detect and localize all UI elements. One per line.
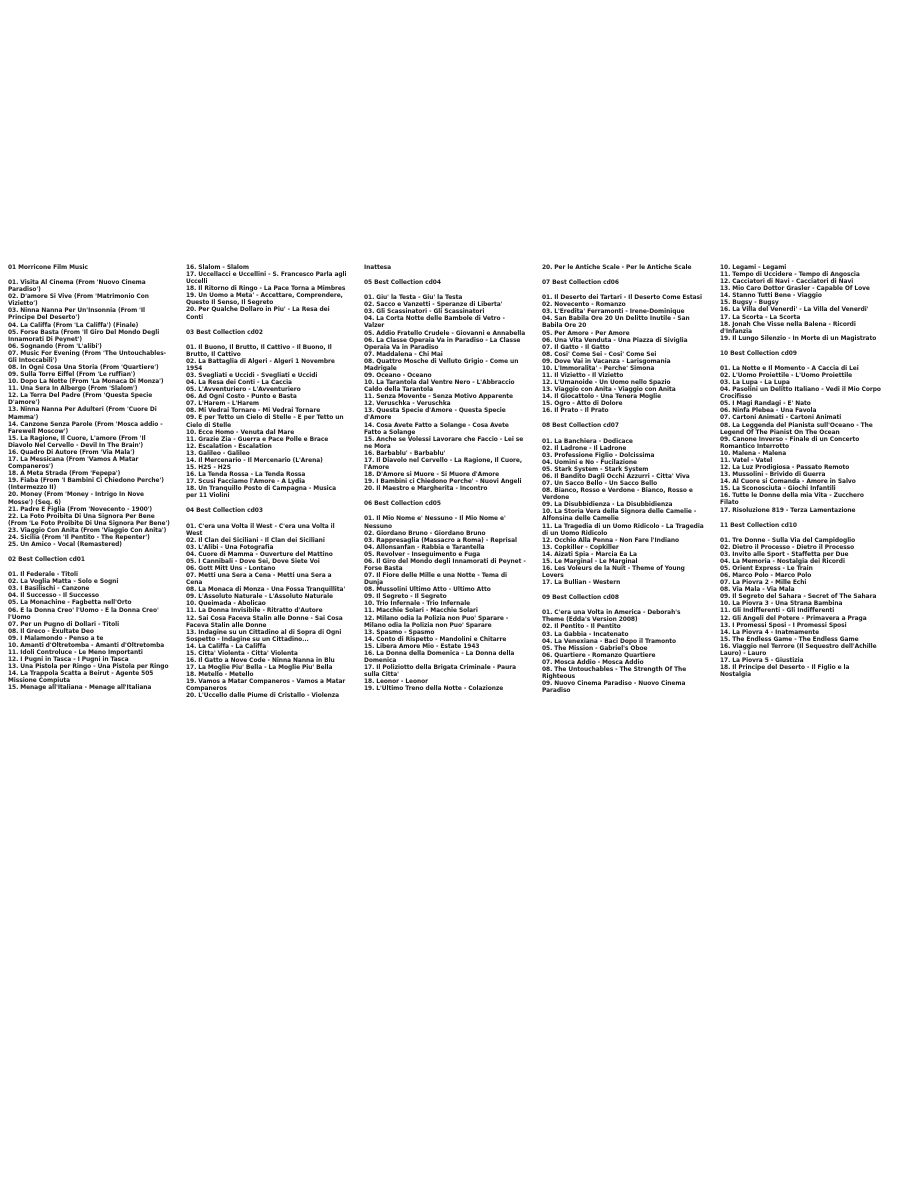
tracklist-column-2 xyxy=(186,265,348,700)
track-line: 16. La Villa del Venerdi' - La Villa del Venerdi' xyxy=(720,307,869,314)
track-line: 11. Idoli Controluce - Le Meno Importanti xyxy=(8,649,143,656)
spacer xyxy=(364,287,526,295)
track-line: 05. Per Amore - Per Amore xyxy=(542,330,630,337)
track-line: 03. L'Alibi - Una Fotografia xyxy=(186,544,274,551)
track-line: 08. Mussolini Ultimo Atto - Ultimo Atto xyxy=(364,587,491,594)
disc-heading: 03 Best Collection cd02 xyxy=(186,329,263,336)
track-line: 01. La Notte e Il Momento - A Caccia di Lei xyxy=(720,365,859,372)
track-line: 17. La Moglie Piu' Bella - La Moglie Piu' Bella xyxy=(186,665,333,672)
track-line: 17. La Scorta - La Scorta xyxy=(720,314,801,321)
track-line: 16. Les Voleurs de la Nuit - Theme of Young Lovers xyxy=(542,565,685,580)
spacer xyxy=(364,272,526,280)
track-line: 04. Uomini e No - Fucilazione xyxy=(542,459,637,466)
track-line: 10. La Tarantola dal Ventre Nero - L'Abbraccio Caldo della Tarantola xyxy=(364,380,515,394)
track-line: 02. Novecento - Romanzo xyxy=(542,302,626,309)
track-line: 18. Metello - Metello xyxy=(186,672,254,679)
track-line: 18. D'Amore si Muore - Si Muore d'Amore xyxy=(364,472,500,479)
track-line: 15. La Sconosciuta - Giochi Infantili xyxy=(720,486,836,493)
track-line: 10. L'Immoralita' - Perche' Simona xyxy=(542,365,655,372)
track-line: 07. Un Sacco Bello - Un Sacco Bello xyxy=(542,481,658,488)
track-line: 02. D'amore Si Vive (From 'Matrimonio Con Vizietto') xyxy=(8,294,149,308)
tracklist-column-5 xyxy=(720,265,882,679)
track-line: 13. Spasmo - Spasmo xyxy=(364,629,435,636)
disc-heading: 01 Morricone Film Music xyxy=(8,265,88,271)
track-line: 01. Giu' la Testa - Giu' la Testa xyxy=(364,295,463,302)
track-line: 07. L'Harem - L'Harem xyxy=(186,401,259,408)
track-line: 13. Copkiller - Copkiller xyxy=(542,544,619,551)
spacer xyxy=(542,431,704,439)
track-line: 17. Risoluzione 819 - Terza Lamentazione xyxy=(720,507,856,514)
spacer xyxy=(8,564,170,572)
track-line: 14. Al Cuore si Comanda - Amore in Salvo xyxy=(720,479,856,486)
track-line: 03. La Lupa - La Lupa xyxy=(720,380,790,387)
spacer xyxy=(186,516,348,524)
track-line: 08. La Leggenda del Pianista sull'Oceano - The Legend Of The Pianist On The Ocean xyxy=(720,422,873,436)
track-line: 16. Il Prato - Il Prato xyxy=(542,408,609,415)
disc-heading: 07 Best Collection cd06 xyxy=(542,280,619,287)
track-line: 15. Libera Amore Mio - Estate 1943 xyxy=(364,643,480,650)
spacer xyxy=(542,287,704,295)
spacer xyxy=(542,272,704,280)
track-line: 03. Professione Figlio - Dolcissima xyxy=(542,452,655,459)
track-line: 13. I Promessi Sposi - I Promessi Sposi xyxy=(720,622,847,629)
track-line: 18. Jonah Che Visse nella Balena - Ricordi d'Infanzia xyxy=(720,321,856,335)
track-line: 22. La Foto Proibita Di Una Signora Per Bene (From 'Le Foto Proibite Di Una Signora Per Bene') xyxy=(8,513,170,527)
disc-heading: 05 Best Collection cd04 xyxy=(364,280,441,287)
disc-heading: 09 Best Collection cd08 xyxy=(542,595,619,602)
track-line: 13. Indagine su un Cittadino al di Sopra di Ogni Sospetto - Indagine su un Cittadino... xyxy=(186,629,342,643)
track-line: 21. Padre E Figlia (From 'Novecento - 1900') xyxy=(8,506,153,513)
track-line: 12. Sai Cosa Faceva Stalin alle Donne - Sai Cosa Faceva Stalin alle Donne xyxy=(186,615,343,629)
track-line: 25. Un Amico - Vocal (Remastered) xyxy=(8,541,122,548)
track-line: 20. Il Maestro e Margherita - Incontro xyxy=(364,486,488,493)
track-line: 09. Il Segreto del Sahara - Secret of The Sahara xyxy=(720,594,877,601)
track-line: 15. La Ragione, Il Cuore, L'amore (From 'Il Diavolo Nel Cervello - Devil In The Brain') xyxy=(8,435,146,449)
track-line: 03. Gli Scassinatori - Gli Scassinatori xyxy=(364,309,485,316)
track-line: 17. La Messicana (From 'Vamos A Matar Companeros') xyxy=(8,457,139,471)
track-line: (Intermezzo II) xyxy=(8,485,57,492)
track-line: 16. La Tenda Rossa - La Tenda Rossa xyxy=(186,472,306,479)
track-line: 04. San Babila Ore 20 Un Delitto Inutile - San Babila Ore 20 xyxy=(542,316,690,330)
track-line: 19. I Bambini ci Chiedono Perche' - Nuovi Angeli xyxy=(364,479,522,486)
track-line: 02. L'Uomo Proiettile - L'Uomo Proiettile xyxy=(720,373,853,380)
track-line: 02. Dietro il Processo - Dietro il Processo xyxy=(720,544,855,551)
track-line: 06. Il Giro del Mondo degli Innamorati di Peynet - Forse Basta xyxy=(364,558,526,572)
track-line: 06. Sognando (From 'L'alibi') xyxy=(8,343,102,350)
track-line: 19. Vamos a Matar Companeros - Vamos a Matar Companeros xyxy=(186,679,346,693)
track-line: 11. Senza Movente - Senza Motivo Apparente xyxy=(364,394,514,401)
track-line: 04. Il Successo - Il Successo xyxy=(8,593,100,600)
disc-heading: 02 Best Collection cd01 xyxy=(8,557,85,564)
track-line: 09. Il Segreto - Il Segreto xyxy=(364,594,447,601)
track-line: 04. La Califfa (From 'La Califfa') (Finale) xyxy=(8,322,139,329)
track-line: 14. La Califfa - La Califfa xyxy=(186,643,267,650)
track-line: 10. Amanti d'Oltretomba - Amanti d'Oltretomba xyxy=(8,642,165,649)
track-line: 11. Grazie Zia - Guerra e Pace Polle e Brace xyxy=(186,436,329,443)
track-line: 09. E per Tetto un Cielo di Stelle - E per Tetto un Cielo di Stelle xyxy=(186,415,344,429)
track-line: 07. Music For Evening (From 'The Untouchables- Gli Intoccabili') xyxy=(8,350,167,364)
track-line: 09. Canone Inverso - Finale di un Concerto Romantico Interrotto xyxy=(720,436,860,450)
spacer xyxy=(186,322,348,330)
track-line: 09. Nuovo Cinema Paradiso - Nuovo Cinema Paradiso xyxy=(542,681,686,695)
disc-heading: 04 Best Collection cd03 xyxy=(186,508,263,515)
track-line: 18. Un Tranquillo Posto di Campagna - Musica per 11 Violini xyxy=(186,486,337,500)
track-line: 08. La Monaca di Monza - Una Fossa Tranquillita' xyxy=(186,587,346,594)
track-line: 16. Quadro Di Autore (From 'Via Mala') xyxy=(8,449,135,456)
track-line: 14. Aizati Spia - Marcia Ea La xyxy=(542,551,637,558)
track-line: 02. Giordano Bruno - Giordano Bruno xyxy=(364,530,486,537)
track-line: 12. Occhio Alla Penna - Non Fare l'Indiano xyxy=(542,537,680,544)
track-line: 15. Ogro - Atto di Dolore xyxy=(542,401,623,408)
track-line: 02. La Battaglia di Algeri - Algeri 1 Novembre 1954 xyxy=(186,358,335,372)
track-line: 01. Il Federale - Titoli xyxy=(8,572,78,579)
track-line: 08. Via Mala - Via Mala xyxy=(720,587,795,594)
disc-heading: 06 Best Collection cd05 xyxy=(364,501,441,508)
track-line: 07. Maddalena - Chi Mai xyxy=(364,351,443,358)
track-line: 10. Malena - Malena xyxy=(720,450,787,457)
track-line: 10. Queimada - Abolicao xyxy=(186,601,266,608)
track-line: 14. Canzone Senza Parole (From 'Mosca addio - Farewell Moscow') xyxy=(8,421,163,435)
track-line: 01. Tre Donne - Sulla Via del Campidoglio xyxy=(720,537,856,544)
track-line: 11. Macchie Solari - Macchie Solari xyxy=(364,608,478,615)
track-line: 07. La Piovra 2 - Mille Echi xyxy=(720,580,807,587)
track-line: 12. La Luz Prodigiosa - Passato Remoto xyxy=(720,465,850,472)
track-line: 14. Il Mercenario - Il Mercenario (L'Arena) xyxy=(186,457,323,464)
track-line: 16. Tutte le Donne della mia Vita - Zucchero Filato xyxy=(720,493,864,507)
track-line: 05. I Magi Randagi - E' Nato xyxy=(720,401,811,408)
track-line: 19. Il Lungo Silenzio - In Morte di un Magistrato xyxy=(720,335,877,342)
disc-heading: 10 Best Collection cd09 xyxy=(720,350,797,357)
track-line: 04. Allonsanfan - Rabbia e Tarantella xyxy=(364,544,485,551)
track-line: 02. Il Pentito - Il Pentito xyxy=(542,624,621,631)
track-line: 04. La Resa dei Conti - La Caccia xyxy=(186,380,292,387)
track-line: 01. Il Mio Nome e' Nessuno - Il Mio Nome e' Nessuno xyxy=(364,516,506,530)
track-line: 11. Tempo di Uccidere - Tempo di Angoscia xyxy=(720,272,860,279)
track-line: 07. Metti una Sera a Cena - Metti una Sera a Cena xyxy=(186,573,332,587)
track-line: 15. Bugsy - Bugsy xyxy=(720,300,779,307)
track-line: 13. Questa Specie d'Amore - Questa Specie d'Amore xyxy=(364,408,506,422)
track-line: 07. Il Gatto - Il Gatto xyxy=(542,344,610,351)
track-line: 09. Sulla Torre Eiffel (From 'Le ruffian') xyxy=(8,372,136,379)
track-line: 18. Leonor - Leonor xyxy=(364,679,428,686)
track-line: 12. I Pugni in Tasca - I Pugni in Tasca xyxy=(8,657,129,664)
track-line: 08. Quattro Mosche di Velluto Grigio - Come un Madrigale xyxy=(364,358,519,372)
track-line: 06. Ninfa Plebea - Una Favola xyxy=(720,408,817,415)
track-line: 08. Mi Vedrai Tornare - Mi Vedrai Tornare xyxy=(186,408,321,415)
track-line: 02. Il Ladrone - Il Ladrone xyxy=(542,445,627,452)
track-line: 19. Un Uomo a Meta' - Accettare, Comprendere, Questo Il Senso, Il Segreto xyxy=(186,293,343,307)
spacer xyxy=(542,587,704,595)
track-line: 16. La Donna della Domenica - La Donna della Domenica xyxy=(364,650,515,664)
track-line: 06. Gott Mitt Uns - Lontano xyxy=(186,565,276,572)
spacer xyxy=(542,415,704,423)
track-line: 03. Rappresaglia (Massacro a Roma) - Reprisal xyxy=(364,537,517,544)
track-line: 16. Il Gatto a Nove Code - Ninna Nanna in Blu xyxy=(186,657,335,664)
track-line: 11. Una Sera In Albergo (From 'Slalom') xyxy=(8,386,138,393)
track-line: 09. Oceano - Oceano xyxy=(364,373,432,380)
track-line: 20. Money (From 'Money - Intrigo In Nove Mosse') (Seq. 6) xyxy=(8,492,144,506)
track-line: 14. Conto di Rispetto - Mandolini e Chitarre xyxy=(364,636,507,643)
track-line: 10. Dopo La Notte (From 'La Monaca Di Monza') xyxy=(8,379,164,386)
track-line: 17. Scusi Facciamo l'Amore - A Lydia xyxy=(186,479,306,486)
track-line: 03. La Gabbia - Incatenato xyxy=(542,631,629,638)
spacer xyxy=(364,508,526,516)
track-line: 12. Cacciatori di Navi - Cacciatori di Navi xyxy=(720,279,854,286)
track-line: 11. Il Vizietto - Il Vizietto xyxy=(542,373,624,380)
track-line: 04. Pasolini un Delitto Italiano - Vedi il Mio Corpo Crocifisso xyxy=(720,387,881,401)
track-line: 10. Legami - Legami xyxy=(720,265,787,271)
track-line: 14. Cosa Avete Fatto a Solange - Cosa Avete Fatto a Solange xyxy=(364,422,509,436)
track-line: 12. Veruschka - Veruschka xyxy=(364,401,451,408)
track-line: 02. Il Clan dei Siciliani - Il Clan dei Siciliani xyxy=(186,537,325,544)
track-line: 20. Per le Antiche Scale - Per le Antiche Scale xyxy=(542,265,692,271)
track-line: 18. Il Principe del Deserto - Il Figlio e la Nostalgia xyxy=(720,665,850,679)
track-line: 10. Trio Infernale - Trio Infernale xyxy=(364,601,471,608)
track-line: 01. Visita Al Cinema (From 'Nuovo Cinema Paradiso') xyxy=(8,280,146,294)
track-line: 06. Una Vita Venduta - Una Piazza di Siviglia xyxy=(542,337,688,344)
track-line: 06. E la Donna Creo' l'Uomo - E la Donna Creo' l'Uomo xyxy=(8,607,159,621)
track-line: 03. Invito alle Sport - Staffetta per Due xyxy=(720,551,849,558)
track-line: 12. L'Umanoide - Un Uomo nello Spazio xyxy=(542,380,671,387)
track-line: 01. La Banchiera - Dodicace xyxy=(542,438,633,445)
track-line: 06. Marco Polo - Marco Polo xyxy=(720,573,812,580)
track-line: 14. Stanno Tutti Bene - Viaggio xyxy=(720,293,822,300)
track-line: 05. The Mission - Gabriel's Oboe xyxy=(542,645,648,652)
track-line: 05. La Monachine - Fagbetta nell'Orto xyxy=(8,600,132,607)
track-line: 01. Il Deserto dei Tartari - Il Deserto Come Estasi xyxy=(542,295,702,302)
track-line: 05. Addio Fratello Crudele - Giovanni e Annabella xyxy=(364,330,526,337)
spacer xyxy=(542,602,704,610)
track-line: 13. Mio Caro Dottor Grasler - Capable Of Love xyxy=(720,286,870,293)
track-line: 07. Cartoni Animati - Cartoni Animati xyxy=(720,415,842,422)
track-line: 08. Bianco, Rosso e Verdone - Bianco, Rosso e Verdone xyxy=(542,488,693,502)
track-line: 15. Anche se Volessi Lavorare che Faccio - Lei se ne Mora xyxy=(364,436,524,450)
track-line: 23. Viaggio Con Anita (From 'Viaggio Con Anita') xyxy=(8,527,167,534)
track-line: 17. Il Diavolo nel Cervello - La Ragione, Il Cuore, l'Amore xyxy=(364,457,523,472)
track-line: 04. La Memoria - Nostalgia dei Ricordi xyxy=(720,558,845,565)
track-line: 05. Revolver - Inseguimento e Fuga xyxy=(364,551,481,558)
track-line: 11. La Tragedia di un Uomo Ridicolo - La Tragedia di un Uomo Ridicolo xyxy=(542,523,704,537)
track-line: 18. Il Ritorno di Ringo - La Pace Torna a Mimbres xyxy=(186,286,346,293)
track-line: 08. Cosi' Come Sei - Cosi' Come Sei xyxy=(542,351,657,358)
spacer xyxy=(186,500,348,508)
spacer xyxy=(8,549,170,557)
track-line: 08. In Ogni Cosa Una Storia (From 'Quartiere') xyxy=(8,365,159,372)
track-line: 15. Le Marginal - Le Marginal xyxy=(542,558,638,565)
track-line: 09. L'Assoluto Naturale - L'Assoluto Naturale xyxy=(186,594,334,601)
disc-heading: 08 Best Collection cd07 xyxy=(542,423,619,430)
track-line: 15. H2S - H2S xyxy=(186,465,231,472)
track-line: 15. Menage all'Italiana - Menage all'Italiana xyxy=(8,685,152,692)
tracklist-column-4 xyxy=(542,265,704,695)
spacer xyxy=(720,530,882,538)
spacer xyxy=(720,358,882,366)
spacer xyxy=(186,337,348,345)
track-line: 15. The Endless Game - The Endless Game xyxy=(720,636,859,643)
track-line: 03. Svegliati e Uccidi - Svegliati e Uccidi xyxy=(186,373,318,380)
track-line: 15. Citta' Violenta - Citta' Violenta xyxy=(186,650,298,657)
track-line: 05. L'Avventuriero - L'Avventuriero xyxy=(186,387,301,394)
track-line: 08. The Untouchables - The Strength Of The Righteous xyxy=(542,666,687,680)
track-line: 05. I Cannibali - Dove Sei, Dove Siete Voi xyxy=(186,558,320,565)
track-line: 05. Orient Express - Le Train xyxy=(720,565,813,572)
spacer xyxy=(720,343,882,351)
track-line: 19. L'Ultimo Treno della Notte - Colazionze xyxy=(364,686,504,693)
track-line: 13. Mussolini - Brivido di Guerra xyxy=(720,472,826,479)
track-line: 01. C'era una Volta in America - Deborah's Theme (Edda's Version 2008) xyxy=(542,610,681,624)
track-line: 06. Ad Ogni Costo - Punto e Basta xyxy=(186,394,297,401)
track-line: 09. Dove Vai in Vacanza - Larisgomania xyxy=(542,358,671,365)
track-line: 12. La Terra Del Padre (From 'Questa Specie D'amore') xyxy=(8,393,153,407)
track-line: 06. Quartiere - Romanzo Quartiere xyxy=(542,652,656,659)
track-line: 04. La Venexiana - Baci Dopo il Tramonto xyxy=(542,638,677,645)
tracklist-column-1 xyxy=(8,265,170,692)
track-line: 13. Una Pistola per Ringo - Una Pistola per Ringo xyxy=(8,664,169,671)
track-line: 04. Cuore di Mamma - Ouverture del Mattino xyxy=(186,551,333,558)
spacer xyxy=(720,515,882,523)
track-line: 11. Gli Indifferenti - Gli Indifferenti xyxy=(720,608,835,615)
track-line: 06. La Classe Operaia Va in Paradiso - La Classe Operaia Va in Paradiso xyxy=(364,337,521,351)
disc-heading: 11 Best Collection cd10 xyxy=(720,522,797,529)
track-line: 03. L'Eredita' Ferramonti - Irene-Dominique xyxy=(542,309,685,316)
track-line: 17. Il Poliziotto della Brigata Criminale - Paura sulla Citta' xyxy=(364,665,516,679)
track-line: 05. Forse Basta (From 'Il Giro Del Mondo Degli Innamorati Di Peynet') xyxy=(8,329,160,343)
track-line: 16. Slalom - Slalom xyxy=(186,265,249,271)
spacer xyxy=(8,272,170,280)
track-line: 07. Mosca Addio - Mosca Addio xyxy=(542,659,644,666)
track-line: 16. Viaggio nel Terrore (Il Sequestro dell'Achille Lauro) - Lauro xyxy=(720,643,877,657)
track-line: 01. C'era una Volta il West - C'era una Volta il West xyxy=(186,523,335,537)
track-line: 24. Sicilia (From 'Il Pentito - The Repenter') xyxy=(8,534,150,541)
track-line: 12. Milano odia la Polizia non Puo' Sparare - Milano odia la Polizia non Puo' Sparare xyxy=(364,615,509,629)
track-line: 14. La Trappola Scatta a Beirut - Agente 505 Missione Compiuta xyxy=(8,671,154,685)
track-line: 20. Per Qualche Dollaro in Piu' - La Resa dei Conti xyxy=(186,307,330,321)
track-line: 20. L'Uccello dalle Piume di Cristallo - Violenza xyxy=(186,693,340,700)
track-line: 09. I Malamondo - Penso a te xyxy=(8,635,104,642)
track-line: 08. Il Greco - Exultate Deo xyxy=(8,628,94,635)
track-line: 18. A Meta Strada (From 'Fepepa') xyxy=(8,471,121,478)
track-line: 10. La Storia Vera della Signora delle Camelie - Alfonsina delle Camelie xyxy=(542,509,697,523)
track-line: 06. Il Bandito Dagli Occhi Azzurri - Citta' Viva xyxy=(542,473,690,480)
track-line: 17. La Piovra 5 - Giustizia xyxy=(720,657,804,664)
track-line: 04. La Corta Notte delle Bambole di Vetro - Valzer xyxy=(364,316,505,330)
track-line: 17. Uccellacci e Uccellini - S. Francesco Parla agli Uccelli xyxy=(186,272,347,286)
track-line: 02. La Voglia Matta - Solo e Sogni xyxy=(8,579,119,586)
track-line: 09. La Disubbidienza - La Disubbidienza xyxy=(542,502,673,509)
track-line: 11. La Donna Invisibile - Ritratto d'Autore xyxy=(186,608,323,615)
track-line: 10. La Piovra 3 - Una Strana Bambina xyxy=(720,601,843,608)
track-line: 13. Galileo - Galileo xyxy=(186,450,250,457)
track-line: 03. I Basilischi - Canzone xyxy=(8,586,90,593)
track-line: 11. Vatel - Vatel xyxy=(720,457,773,464)
track-line: 07. Il Fiore delle Mille e una Notte - Tema di Dunja xyxy=(364,573,507,587)
track-line: 03. Ninna Nanna Per Un'Insonnia (From 'Il Principe Del Deserto') xyxy=(8,308,146,322)
track-line: 16. Barbablu' - Barbablu' xyxy=(364,450,446,457)
tracklist-column-3 xyxy=(364,265,526,693)
track-line: 14. Il Giocattolo - Una Tenera Moglie xyxy=(542,394,662,401)
track-line: 13. Viaggio con Anita - Viaggio con Anita xyxy=(542,387,676,394)
track-line: 14. La Piovra 4 - Inatmamente xyxy=(720,629,820,636)
track-line: Inattesa xyxy=(364,265,392,271)
track-line: 10. Ecce Homo - Venuta dal Mare xyxy=(186,429,295,436)
track-line: 17. La Bullian - Western xyxy=(542,580,621,587)
track-line: 12. Escalation - Escalation xyxy=(186,443,272,450)
spacer xyxy=(364,493,526,501)
track-line: 05. Stark System - Stark System xyxy=(542,466,649,473)
track-line: 01. Il Buono, Il Brutto, Il Cattivo - Il Buono, Il Brutto, Il Cattivo xyxy=(186,344,332,358)
track-line: 02. Sacco e Vanzetti - Speranze di Liberta' xyxy=(364,302,503,309)
track-line: 12. Gli Angeli del Potere - Primavera a Praga xyxy=(720,615,867,622)
track-line: 07. Per un Pugno di Dollari - Titoli xyxy=(8,621,120,628)
track-line: 19. Fiaba (From 'I Bambini Ci Chiedono Perche') xyxy=(8,478,164,485)
track-line: 13. Ninna Nanna Per Adulteri (From 'Cuore Di Mamma') xyxy=(8,407,157,421)
